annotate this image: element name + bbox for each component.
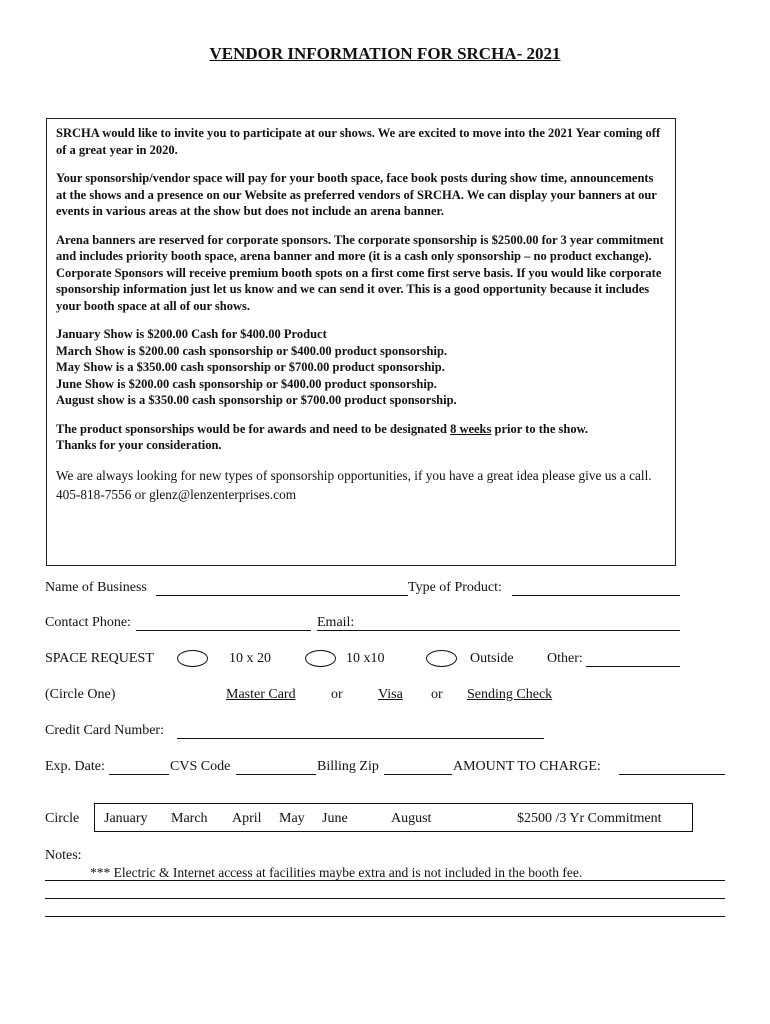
amount-to-charge-field[interactable] [619,774,725,775]
payment-or-text: or [431,687,443,702]
show-price-march: March Show is $200.00 cash sponsorship or $400.00 product sponsorship. [56,343,448,358]
payment-check-option[interactable]: Sending Check [467,687,553,702]
email-label: Email: [317,615,355,630]
arena-banner-paragraph: Arena banners are reserved for corporate sponsors. The corporate sponsorship is $2500.00 for 3 year commitment and includes priority booth space, arena banner and more (it is a cash only sponsorship – no product exchange). Corporate Sponsors will receive premium booth spots on a first come first serve basis. If you would like corporate sponsorship information just let us know and we can send it over. This is a good opportunity because it includes your booth space at all of our shows. [56,232,664,313]
show-option-april[interactable]: April [232,811,262,826]
contact-phone-label: Contact Phone: [45,615,131,630]
show-price-may: May Show is a $350.00 cash sponsorship or $700.00 product sponsorship. [56,360,445,374]
space-request-label: SPACE REQUEST [45,651,154,666]
billing-zip-field[interactable] [384,774,452,775]
business-name-field[interactable] [156,595,408,596]
eight-weeks-emphasis: 8 weeks [450,421,492,436]
cvs-code-field[interactable] [236,774,316,775]
commitment-option[interactable]: $2500 /3 Yr Commitment [517,811,662,826]
booth-fee-note: *** Electric & Internet access at facilities maybe extra and is not included in the booth fee. [90,865,583,880]
product-sponsorship-paragraph: The product sponsorships would be for awards and need to be designated 8 weeks prior to the show. Thanks for your consideration. [56,421,589,452]
notes-line-3[interactable] [45,916,725,917]
credit-card-label: Credit Card Number: [45,723,164,738]
payment-visa-option[interactable]: Visa [378,687,403,702]
payment-mastercard-option[interactable]: Master Card [226,687,296,702]
payment-or-text: or [331,687,343,702]
sponsorship-info-box [46,118,676,566]
space-10x20-option: 10 x 20 [229,651,271,666]
contact-paragraph: We are always looking for new types of sponsorship opportunities, if you have a great idea please give us a call. 405-818-7556 or glenz@lenzenterprises.com [56,467,652,502]
cvs-code-label: CVS Code [170,759,231,774]
intro-paragraph: SRCHA would like to invite you to participate at our shows. We are excited to move into the 2021 Year coming off of a great year in 2020. [56,126,661,157]
show-option-march[interactable]: March [171,811,208,826]
show-option-august[interactable]: August [391,811,432,826]
show-option-may[interactable]: May [279,811,305,826]
billing-zip-label: Billing Zip [317,759,379,774]
space-10x20-circle[interactable] [177,650,208,667]
show-option-january[interactable]: January [104,811,148,826]
credit-card-field[interactable] [177,738,544,739]
product-type-label: Type of Product: [408,580,502,595]
contact-phone-field[interactable] [136,630,311,631]
space-outside-option: Outside [470,651,514,666]
vendor-space-paragraph: Your sponsorship/vendor space will pay for your booth space, face book posts during show time, announcements at the shows and a presence on our Website as preferred vendors of SRCHA. We can display your banners at our events in various areas at the show but does not include an arena banner. [56,171,657,218]
show-price-january: January Show is $200.00 Cash for $400.00 Product [56,327,327,341]
circle-one-label: (Circle One) [45,687,116,702]
exp-date-label: Exp. Date: [45,759,105,774]
show-pricing-list [56,326,666,409]
page-title: VENDOR INFORMATION FOR SRCHA- 2021 [209,44,561,63]
business-name-label: Name of Business [45,580,147,595]
space-10x10-circle[interactable] [305,650,336,667]
space-outside-circle[interactable] [426,650,457,667]
show-option-june[interactable]: June [322,811,348,826]
space-other-field[interactable] [586,666,680,667]
space-other-label: Other: [547,651,583,666]
notes-line-2[interactable] [45,898,725,899]
product-type-field[interactable] [512,595,680,596]
show-price-august: August show is a $350.00 cash sponsorship or $700.00 product sponsorship. [56,393,457,407]
show-price-june: June Show is $200.00 cash sponsorship or $400.00 product sponsorship. [56,376,437,391]
amount-to-charge-label: AMOUNT TO CHARGE: [453,759,601,774]
notes-label: Notes: [45,848,82,863]
space-10x10-option: 10 x10 [346,651,385,666]
exp-date-field[interactable] [109,774,169,775]
email-field[interactable] [317,630,680,631]
circle-label: Circle [45,811,80,826]
